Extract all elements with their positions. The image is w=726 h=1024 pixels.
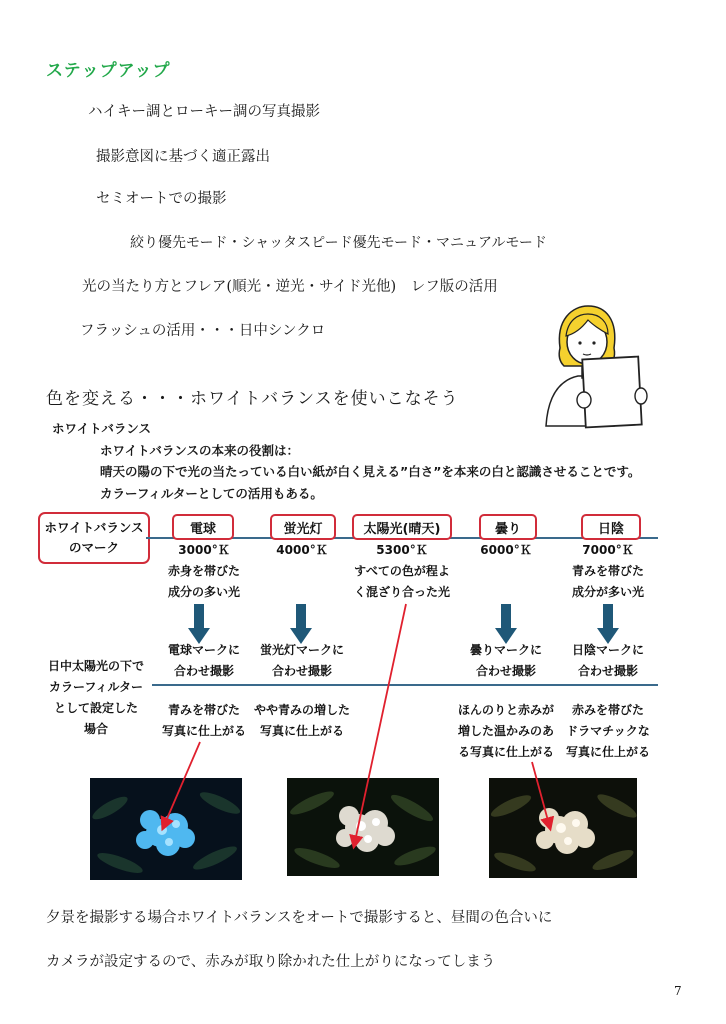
result-line: ほんのりと赤みが (457, 703, 554, 717)
bottom-text-line: カメラが設定するので、赤みが取り除かれた仕上がりになってしまう (46, 954, 496, 970)
result-line: 写真に仕上がる (161, 724, 246, 738)
step-up-item: 撮影意図に基づく適正露出 (96, 149, 270, 165)
wb-mark-label-line: のマーク (68, 540, 119, 555)
white-balance-heading: 色を変える・・・ホワイトバランスを使いこなそう (46, 389, 459, 409)
wb-intro-line: 晴天の陽の下で光の当たっている白い紙が白く見える”白さ”を本来の白と認識させることです。 (100, 464, 641, 479)
result-line: 写真に仕上がる (259, 724, 344, 738)
setting-line: 合わせ撮影 (173, 664, 234, 678)
light-description: 青みを帯びた (571, 564, 644, 578)
wb-mark-bulb: 電球 (172, 514, 234, 540)
step-up-title: ステップアップ (46, 61, 171, 81)
wb-mark-cloudy: 曇り (479, 514, 537, 540)
color-temp-value: 6000°Ｋ (480, 543, 532, 557)
wb-mark-shade: 日陰 (581, 514, 641, 540)
step-up-item: 絞り優先モード・シャッタスピード優先モード・マニュアルモード (130, 235, 547, 251)
row-label-line: 場合 (83, 722, 108, 736)
result-line: 写真に仕上がる (565, 745, 650, 759)
color-temp-value: 5300°Ｋ (376, 543, 428, 557)
setting-line: 曇りマークに (469, 643, 542, 657)
step-up-item: ハイキー調とローキー調の写真撮影 (88, 104, 320, 120)
result-line: る写真に仕上がる (457, 745, 554, 759)
wb-mark-daylight: 太陽光(晴天) (352, 514, 452, 540)
result-line: ドラマチックな (566, 724, 650, 738)
row-label-line: として設定した (53, 701, 138, 715)
light-description: 赤身を帯びた (167, 564, 240, 578)
setting-line: 電球マークに (167, 643, 240, 657)
result-line: やや青みの増した (253, 703, 350, 717)
row-label-line: カラーフィルター (49, 680, 143, 694)
wb-intro-line: カラーフィルターとしての活用もある。 (100, 486, 323, 501)
setting-line: 合わせ撮影 (475, 664, 536, 678)
setting-line: 合わせ撮影 (271, 664, 332, 678)
step-up-item: フラッシュの活用・・・日中シンクロ (80, 323, 326, 339)
result-line: 青みを帯びた (167, 703, 240, 717)
bottom-text-line: 夕景を撮影する場合ホワイトバランスをオートで撮影すると、昼間の色合いに (46, 910, 553, 926)
color-temp-value: 7000°Ｋ (582, 543, 634, 557)
color-temp-value: 4000°Ｋ (276, 543, 328, 557)
step-up-item: セミオートでの撮影 (96, 191, 227, 207)
light-description: く混ざり合った光 (353, 585, 450, 599)
page-number: 7 (674, 984, 682, 998)
wb-mark-label-line: ホワイトバランス (44, 520, 144, 535)
wb-mark-fluorescent: 蛍光灯 (270, 514, 336, 540)
setting-line: 合わせ撮影 (577, 664, 638, 678)
light-description: すべての色が程よ (354, 564, 450, 578)
light-description: 成分の多い光 (167, 585, 240, 599)
step-up-item: 光の当たり方とフレア(順光・逆光・サイド光他) レフ版の活用 (82, 279, 498, 295)
result-line: 増した温かみのあ (457, 724, 554, 738)
wb-intro-line: ホワイトバランスの本来の役割は： (100, 443, 300, 458)
setting-line: 日陰マークに (571, 643, 644, 657)
row-label-line: 日中太陽光の下で (47, 659, 144, 673)
wb-intro-label: ホワイトバランス (52, 421, 152, 436)
result-line: 赤みを帯びた (571, 703, 644, 717)
color-temp-value: 3000°Ｋ (178, 543, 230, 557)
setting-line: 蛍光灯マークに (259, 643, 344, 657)
light-description: 成分が多い光 (571, 585, 644, 599)
